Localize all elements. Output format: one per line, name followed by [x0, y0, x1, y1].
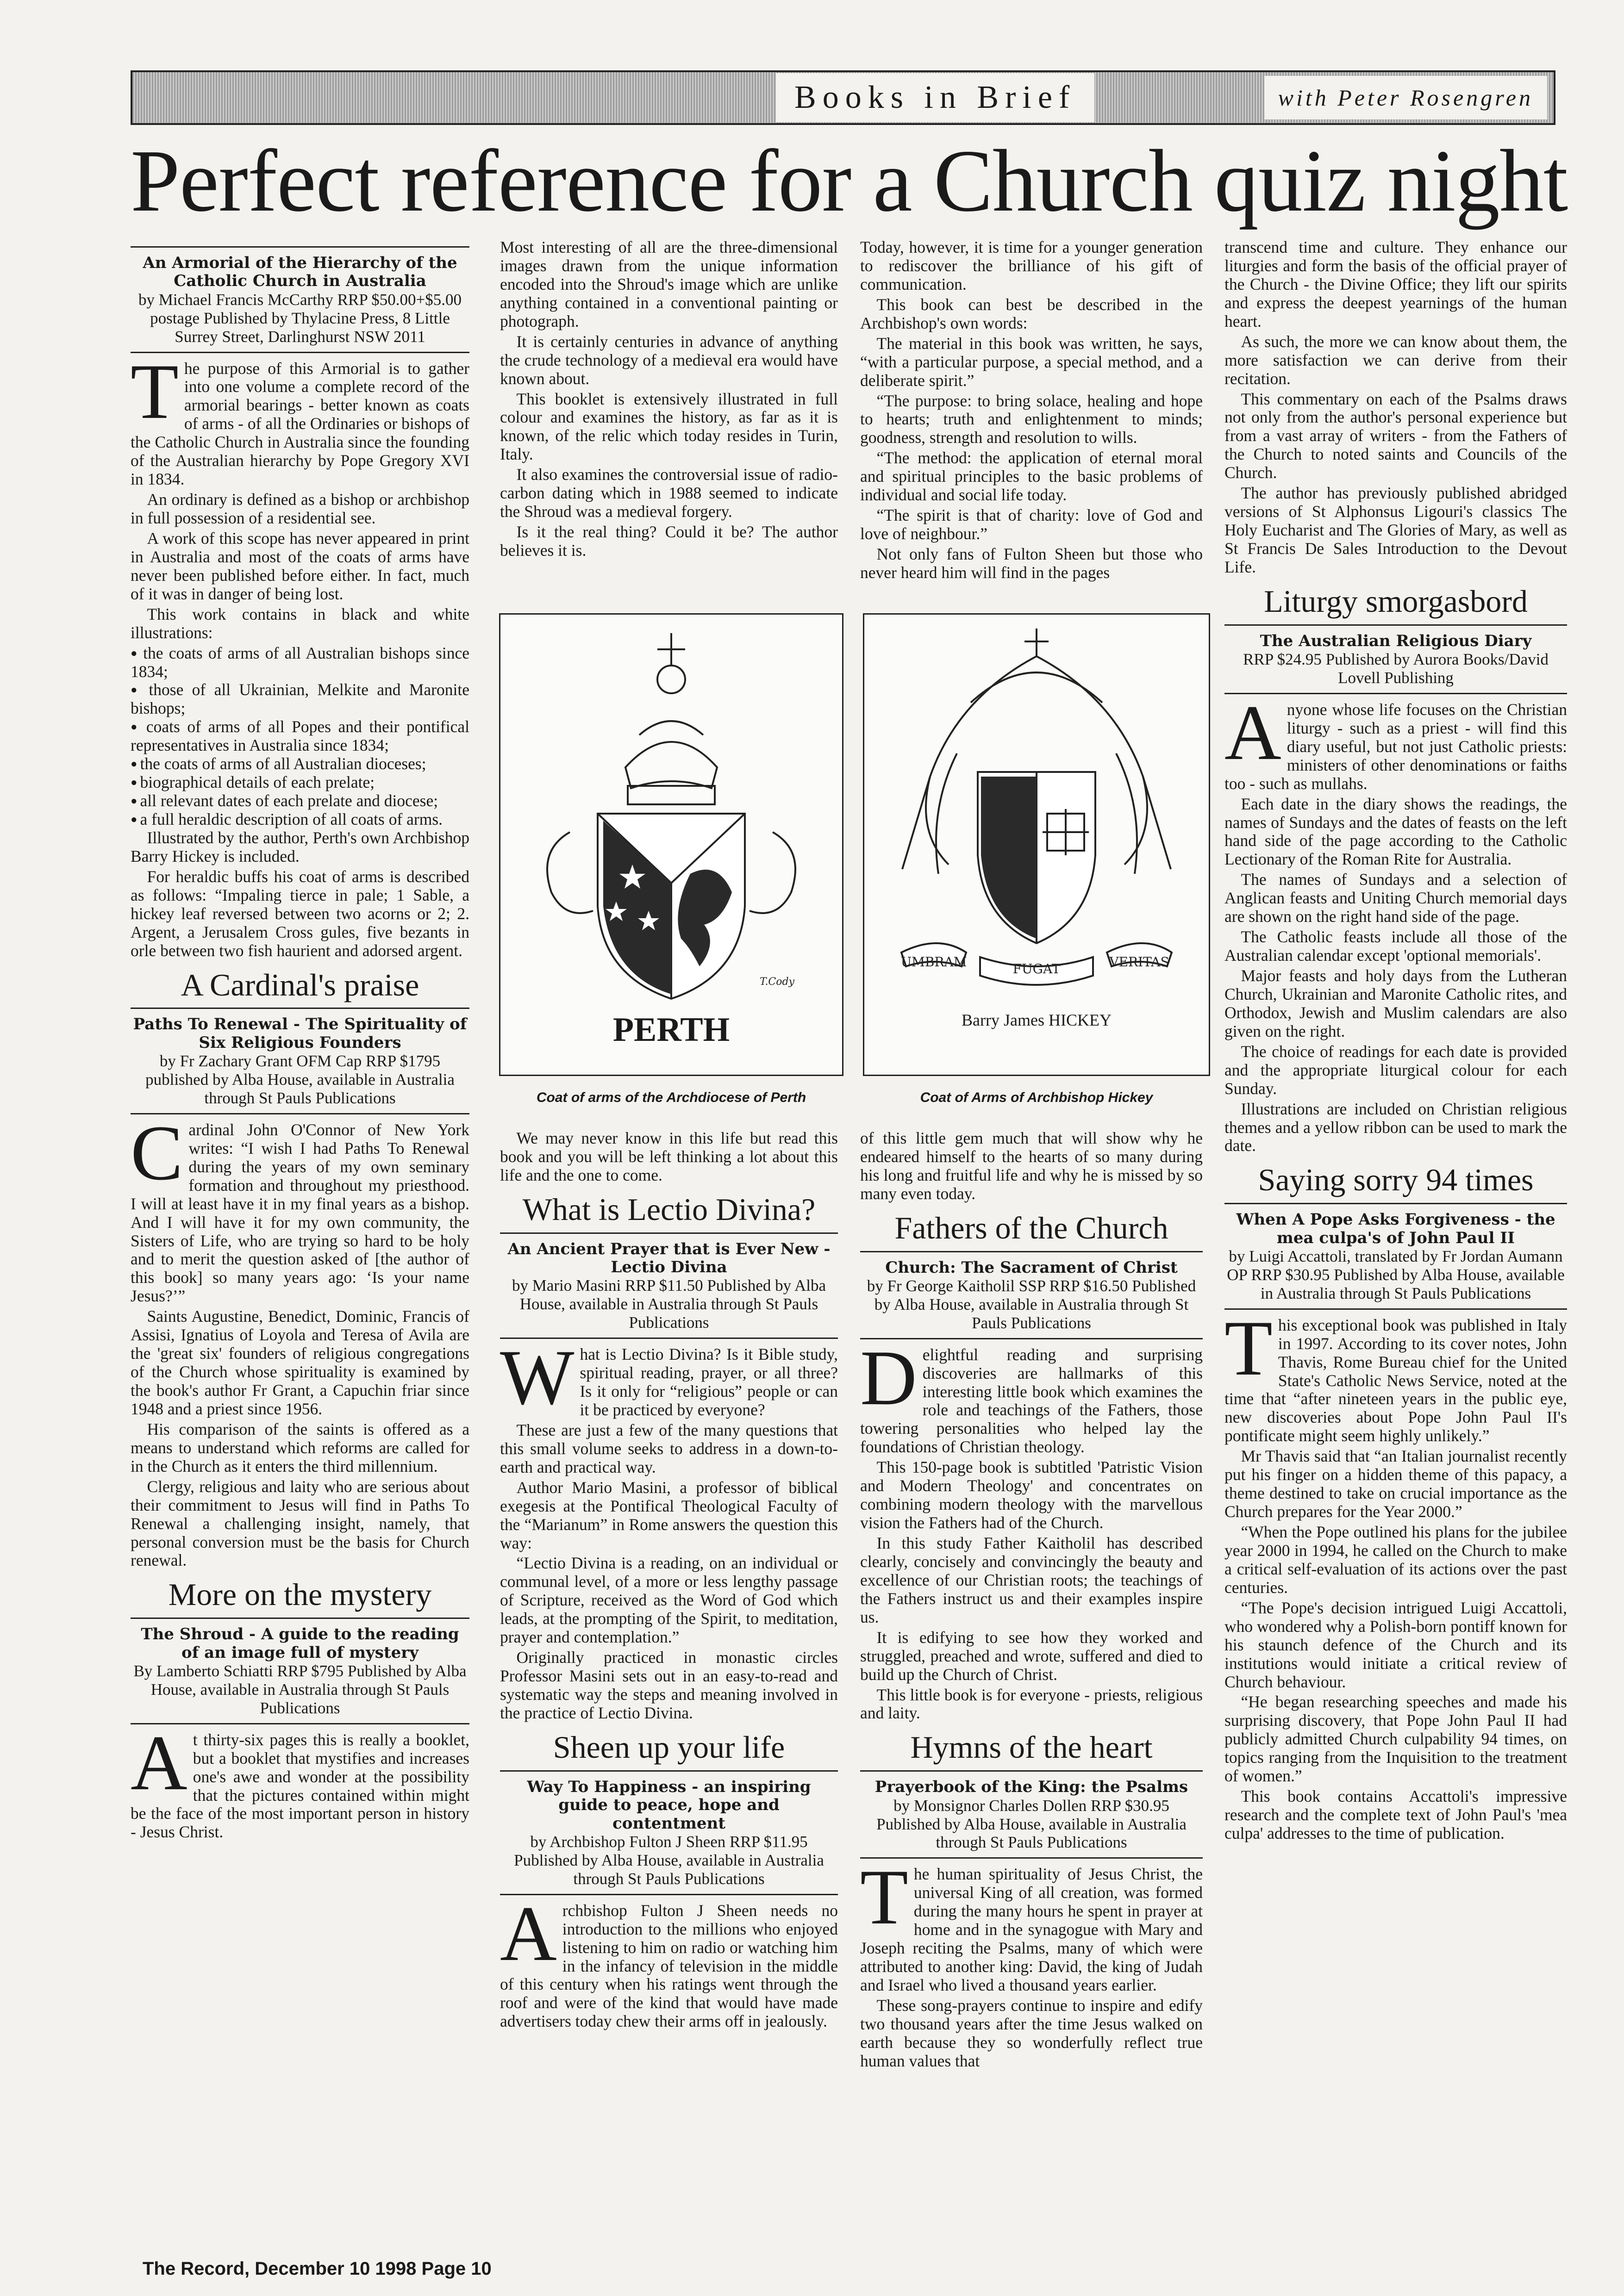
article-paragraph: Not only fans of Fulton Sheen but those who never heard him will find in the pages — [860, 545, 1203, 582]
article-paragraph: Saints Augustine, Benedict, Dominic, Francis of Assisi, Ignatius of Loyola and Teresa of Avila are the 'great six' founders of religious congregations of the Church whose spirituality is examined by the book's author Fr Grant, a Capuchin friar since 1948 and a priest since 1956. — [131, 1307, 469, 1418]
article-paragraph: This booklet is extensively illustrated in full colour and examines the history, as far as it is known, of the relic which today resides in Turin, Italy. — [500, 389, 838, 464]
book-info: by Fr George Kaitholil SSP RRP $16.50 Published by Alba House, available in Australia through St Pauls Publications — [867, 1276, 1196, 1332]
article-paragraph: These are just a few of the many questions that this small volume seeks to address in a down-to-earth and practical way. — [500, 1420, 838, 1476]
article-paragraph: of this little gem much that will show why he endeared himself to the hearts of so many during his long and fruitful life and why he is missed by so many even today. — [860, 1129, 1203, 1203]
column-3-bottom — [860, 1129, 1203, 2072]
divider — [860, 1251, 1203, 1252]
divider — [131, 352, 469, 353]
book-title: Way To Happiness - an inspiring guide to peace, hope and contentment — [527, 1777, 811, 1833]
section-heading: Sheen up your life — [553, 1729, 785, 1765]
list-item: ● coats of arms of all Popes and their pontifical representatives in Australia since 1834; — [131, 718, 469, 755]
divider — [860, 1770, 1203, 1772]
motto-word: VERITAS — [1109, 954, 1169, 970]
article-paragraph: As such, the more we can know about them, the more satisfaction we can derive from their recitation. — [1224, 332, 1567, 388]
book-info: by Luigi Accattoli, translated by Fr Jordan Aumann OP RRP $30.95 Published by Alba House, available in Australia through St Pauls Publications — [1227, 1247, 1565, 1302]
article-paragraph: An ordinary is defined as a bishop or archbishop in full possession of a residential see. — [131, 490, 469, 528]
article-paragraph: The Catholic feasts include all those of the Australian calendar except 'optional memorials'. — [1224, 927, 1567, 965]
drop-cap: T — [131, 348, 179, 435]
article-paragraph: Clergy, religious and laity who are serious about their commitment to Jesus will find in Paths To Renewal a challenging insight, namely, that personal conversion must be the basis for Church renewal. — [131, 1477, 469, 1570]
article-paragraph: It also examines the controversial issue of radio-carbon dating which in 1988 seemed to indicate the Shroud was a medieval forgery. — [500, 465, 838, 521]
figure-caption: Coat of Arms of Archbishop Hickey — [920, 1090, 1153, 1105]
drop-cap: T — [860, 1854, 908, 1941]
article-paragraph: These song-prayers continue to inspire and edify two thousand years after the time Jesus walked on earth because they so wonderfully reflect true human values that — [860, 1996, 1203, 2070]
article-paragraph: It is edifying to see how they worked and struggled, preached and wrote, suffered and died to build up the Church of Christ. — [860, 1628, 1203, 1684]
list-item: ● the coats of arms of all Australian dioceses; — [131, 755, 469, 773]
column-2-top — [500, 238, 838, 562]
article-lead: The purpose of this Armorial is to gather into one volume a complete record of the armorial bearings - better known as coats of arms - of all the Ordinaries or bishops of the Catholic Church in Australia since the founding of the Australian hierarchy by Pope Gregory XVI in 1834. — [131, 348, 470, 489]
column-4 — [1224, 238, 1567, 1845]
article-lead: This exceptional book was published in Italy in 1997. According to its cover notes, John Thavis, Rome Bureau chief for the United State's Catholic News Service, noted at the time that “after nineteen years in the public eye, new discoveries about Pope John Paul II's pontificate might seem highly unlikely.” — [1224, 1304, 1567, 1445]
book-details — [860, 1259, 1203, 1332]
article-paragraph: His comparison of the saints is offered as a means to understand which reforms are called for in the Church as it enters the third millennium. — [131, 1419, 469, 1475]
column-1 — [131, 241, 469, 1843]
book-details — [1224, 1211, 1567, 1303]
book-title: Paths To Renewal - The Spirituality of Six Religious Founders — [133, 1015, 467, 1052]
book-details — [500, 1778, 838, 1888]
column-2-bottom — [500, 1129, 838, 2033]
book-info: by Monsignor Charles Dollen RRP $30.95 Published by Alba House, available in Australia through St Pauls Publications — [876, 1796, 1187, 1852]
book-info: by Mario Masini RRP $11.50 Published by Alba House, available in Australia through St Pauls Publications — [512, 1276, 826, 1332]
book-details — [131, 1625, 469, 1717]
bullet-list — [131, 644, 469, 829]
section-heading: Hymns of the heart — [910, 1730, 1153, 1765]
article-lead: What is Lectio Divina? Is it Bible study, spiritual reading, prayer, or all three? Is it only for “religious” people or can it be practiced by everyone? — [500, 1334, 838, 1421]
section-byline: with Peter Rosengren — [1264, 76, 1547, 119]
article-paragraph: Originally practiced in monastic circles Professor Masini sets out in an easy-to-read and systematic way the steps and meaning involved in the practice of Lectio Divina. — [500, 1648, 838, 1722]
article-paragraph: Today, however, it is time for a younger generation to rediscover the brilliance of his gift of communication. — [860, 238, 1203, 293]
article-paragraph: We may never know in this life but read this book and you will be left thinking a lot about this life and the one to come. — [500, 1129, 838, 1184]
drop-cap: A — [500, 1890, 557, 1977]
book-title: When A Pope Asks Forgiveness - the mea culpa's of John Paul II — [1236, 1210, 1555, 1247]
divider — [1224, 1308, 1567, 1310]
section-banner — [131, 70, 1555, 125]
article-paragraph: “The method: the application of eternal moral and spiritual principles to the basic problems of individual and social life today. — [860, 448, 1203, 504]
book-title: The Australian Religious Diary — [1260, 631, 1532, 650]
divider — [131, 246, 469, 248]
section-heading: What is Lectio Divina? — [522, 1191, 816, 1227]
book-info: RRP $24.95 Published by Aurora Books/David Lovell Publishing — [1243, 650, 1549, 687]
book-details — [1224, 632, 1567, 687]
article-paragraph: This book can best be described in the Archbishop's own words: — [860, 295, 1203, 332]
article-paragraph: This 150-page book is subtitled 'Patristic Vision and Modern Theology' and concentrates on combining modern theology with the marvellous vision the Fathers had of the Church. — [860, 1458, 1203, 1532]
article-lead: Anyone whose life focuses on the Christian liturgy - such as a priest - will find this diary useful, but not just Catholic priests: ministers of other denominations or faiths too - such as mullahs. — [1224, 689, 1567, 793]
book-details — [131, 254, 469, 346]
book-info: by Archbishop Fulton J Sheen RRP $11.95 Published by Alba House, available in Australia through St Pauls Publications — [514, 1833, 824, 1888]
book-title: An Armorial of the Hierarchy of the Catholic Church in Australia — [143, 254, 457, 291]
book-details — [131, 1015, 469, 1108]
perth-coat-of-arms-image — [500, 615, 842, 1003]
article-paragraph: “When the Pope outlined his plans for the jubilee year 2000 in 1994, he called on the Church to make a critical self-evaluation of its actions over the past centuries. — [1224, 1523, 1567, 1597]
motto-word: FUGAT — [1012, 961, 1061, 977]
article-paragraph: The author has previously published abridged versions of St Alphonsus Ligouri's classics The Holy Eucharist and The Glories of Mary, as well as St Francis De Sales Introduction to the Devout Life. — [1224, 484, 1567, 576]
article-paragraph: Major feasts and holy days from the Lutheran Church, Ukrainian and Maronite Catholic rites, and Orthodox, Jewish and Muslim calendars are also given on the right. — [1224, 966, 1567, 1040]
divider — [500, 1770, 838, 1772]
article-paragraph: “Lectio Divina is a reading, on an individual or communal level, of a more or less lengthy passage of Scripture, received as the Word of God which leads, at the prompting of the Spirit, to meditation, prayer and contemplation.” — [500, 1554, 838, 1647]
article-paragraph: This work contains in black and white illustrations: — [131, 604, 469, 642]
artist-signature: T.Cody — [760, 976, 795, 988]
drop-cap: A — [1224, 689, 1281, 776]
article-lead: The human spirituality of Jesus Christ, the universal King of all creation, was formed during the many hours he spent in prayer at home and in the synagogue with Mary and Joseph reciting the Psalms, many of which were attributed to another king: David, the king of Judah and Israel who lived a thousand years earlier. — [860, 1854, 1203, 1994]
list-item: ● the coats of arms of all Australian bishops since 1834; — [131, 644, 469, 681]
hickey-coat-of-arms-figure — [863, 613, 1210, 1076]
hickey-coat-of-arms-image — [864, 615, 1209, 994]
article-paragraph: A work of this scope has never appeared in print in Australia and most of the coats of arms have never been published before either. In fact, much of it was in danger of being lost. — [131, 529, 469, 603]
perth-coat-of-arms-figure — [499, 613, 843, 1076]
book-details — [860, 1778, 1203, 1852]
divider — [860, 1857, 1203, 1859]
article-paragraph: “He began researching speeches and made his surprising discovery, that Pope John Paul II had publicly admitted Church culpability 94 times, on topics ranging from the Inquisition to the treatment of women.” — [1224, 1692, 1567, 1786]
divider — [1224, 624, 1567, 626]
article-paragraph: The material in this book was written, he says, “with a particular purpose, a special method, and a deliberate spirit.” — [860, 334, 1203, 390]
drop-cap: W — [500, 1334, 575, 1421]
article-paragraph: It is certainly centuries in advance of anything the crude technology of a medieval era would have known about. — [500, 332, 838, 388]
article-paragraph: This little book is for everyone - priests, religious and laity. — [860, 1685, 1203, 1723]
book-info: by Michael Francis McCarthy RRP $50.00+$5.00 postage Published by Thylacine Press, 8 Little Surrey Street, Darlinghurst NSW 2011 — [138, 290, 462, 346]
divider — [131, 1618, 469, 1619]
list-item: ● all relevant dates of each prelate and diocese; — [131, 792, 469, 810]
article-paragraph: “The purpose: to bring solace, healing and hope to hearts; truth and enlightenment to minds; goodness, strength and resolution to wills. — [860, 391, 1203, 447]
column-3-top — [860, 238, 1203, 584]
article-paragraph: “The Pope's decision intrigued Luigi Accattoli, who wondered why a Polish-born pontiff known for his staunch defence of the Church and its institutions would initiate a critical review of Church behaviour. — [1224, 1598, 1567, 1691]
article-paragraph: In this study Father Kaitholil has described clearly, concisely and convincingly the beauty and excellence of our Christian roots; the teachings of the Fathers instruct us and their examples inspire us. — [860, 1534, 1203, 1626]
article-lead: At thirty-six pages this is really a booklet, but a booklet that mystifies and increases one's awe and wonder at the possibility that the pictures contained within might be the face of the most important person in history - Jesus Christ. — [131, 1719, 469, 1842]
book-info: by Fr Zachary Grant OFM Cap RRP $1795 published by Alba House, available in Australia through St Pauls Publications — [145, 1052, 455, 1107]
article-paragraph: “The spirit is that of charity: love of God and love of neighbour.” — [860, 506, 1203, 543]
article-paragraph: Illustrations are included on Christian religious themes and a yellow ribbon can be used to mark the date. — [1224, 1099, 1567, 1155]
divider — [1224, 1203, 1567, 1204]
section-heading: More on the mystery — [168, 1577, 432, 1612]
article-paragraph: This commentary on each of the Psalms draws not only from the author's personal experience but from a vast array of writers - from the Fathers of the Church to noted saints and Councils of the Church. — [1224, 389, 1567, 482]
article-paragraph: Author Mario Masini, a professor of biblical exegesis at the Pontifical Theological Faculty of the “Marianum” in Rome answers the question this way: — [500, 1478, 838, 1552]
list-item: ● those of all Ukrainian, Melkite and Maronite bishops; — [131, 681, 469, 718]
book-title: Prayerbook of the King: the Psalms — [874, 1778, 1188, 1797]
article-paragraph: This book contains Accattoli's impressive research and the complete text of John Paul's 'mea culpa' addresses to the time of publication. — [1224, 1787, 1567, 1843]
section-heading: A Cardinal's praise — [181, 967, 419, 1002]
book-title: The Shroud - A guide to the reading of an image full of mystery — [141, 1625, 459, 1662]
article-paragraph: The choice of readings for each date is provided and the appropriate liturgical colour for each Sunday. — [1224, 1042, 1567, 1098]
article-paragraph: transcend time and culture. They enhance our liturgies and form the basis of the official prayer of the Church - the Divine Office; they lift our spirits and express the deepest yearnings of the human heart. — [1224, 238, 1567, 330]
divider — [500, 1232, 838, 1234]
divider — [131, 1008, 469, 1009]
drop-cap: A — [131, 1719, 187, 1806]
list-item: ● a full heraldic description of all coats of arms. — [131, 810, 469, 829]
section-heading: Fathers of the Church — [894, 1210, 1168, 1245]
article-paragraph: Mr Thavis said that “an Italian journalist recently put his finger on a hidden theme of this papacy, a theme destined to take on crucial importance as the Church prepares for the Year 2000.” — [1224, 1447, 1567, 1521]
drop-cap: C — [131, 1109, 183, 1196]
motto-word: UMBRAM — [900, 954, 967, 970]
book-details — [500, 1240, 838, 1332]
section-title: Books in Brief — [776, 73, 1094, 122]
article-paragraph: Most interesting of all are the three-dimensional images drawn from the unique information encoded into the Shroud's image which are unlike anything contained in a conventional painting or photograph. — [500, 238, 838, 330]
article-paragraph: Is it the real thing? Could it be? The author believes it is. — [500, 523, 838, 560]
figure-label: Barry James HICKEY — [962, 1011, 1112, 1029]
figure-caption: Coat of arms of the Archdiocese of Perth — [536, 1090, 806, 1105]
book-title: Church: The Sacrament of Christ — [885, 1258, 1178, 1277]
article-lead: Delightful reading and surprising discoveries are hallmarks of this interesting little book which examines the role and teachings of the Fathers, those towering personalities who helped lay the foundations of Christian theology. — [860, 1334, 1203, 1456]
section-heading: Liturgy smorgasbord — [1264, 583, 1528, 619]
article-lead: Archbishop Fulton J Sheen needs no introduction to the millions who enjoyed listening to him on radio or watching him in the infancy of television in the middle of this century when his ratings went through the roof and were of the kind that would have made advertisers today chew their arms off in jealously. — [500, 1890, 838, 2031]
article-paragraph: For heraldic buffs his coat of arms is described as follows: “Impaling tierce in pale; 1 Sable, a hickey leaf reversed between two acorns or 2; 2. Argent, a Jerusalem Cross gules, five bezants in orle between two fish haurient and adorsed argent. — [131, 867, 469, 960]
article-paragraph: Illustrated by the author, Perth's own Archbishop Barry Hickey is included. — [131, 828, 469, 865]
page-footer: The Record, December 10 1998 Page 10 — [143, 2259, 492, 2279]
figure-label: PERTH — [612, 1011, 730, 1049]
page-headline: Perfect reference for a Church quiz night — [131, 131, 1568, 230]
section-heading: Saying sorry 94 times — [1258, 1162, 1534, 1198]
book-title: An Ancient Prayer that is Ever New - Lectio Divina — [507, 1239, 831, 1277]
article-lead: Cardinal John O'Connor of New York writes: “I wish I had Paths To Renewal during the years of my own seminary formation and throughout my priesthood. I will at least have it in my final years as a bishop. And I will have it for my own community, the Sisters of Life, who are trying so hard to be holy and to merit the question asked of [the author of this book] so many years ago: ‘Is your name Jesus?’” — [131, 1109, 469, 1306]
article-paragraph: Each date in the diary shows the readings, the names of Sundays and the dates of feasts on the left hand side of the page according to the Catholic Lectionary of the Roman Rite for Australia. — [1224, 794, 1567, 869]
book-info: By Lamberto Schiatti RRP $795 Published by Alba House, available in Australia through St Pauls Publications — [133, 1662, 467, 1717]
list-item: ● biographical details of each prelate; — [131, 773, 469, 792]
article-paragraph: The names of Sundays and a selection of Anglican feasts and Uniting Church memorial days are shown on the right hand side of the page. — [1224, 870, 1567, 926]
drop-cap: D — [860, 1334, 917, 1421]
drop-cap: T — [1224, 1304, 1273, 1392]
